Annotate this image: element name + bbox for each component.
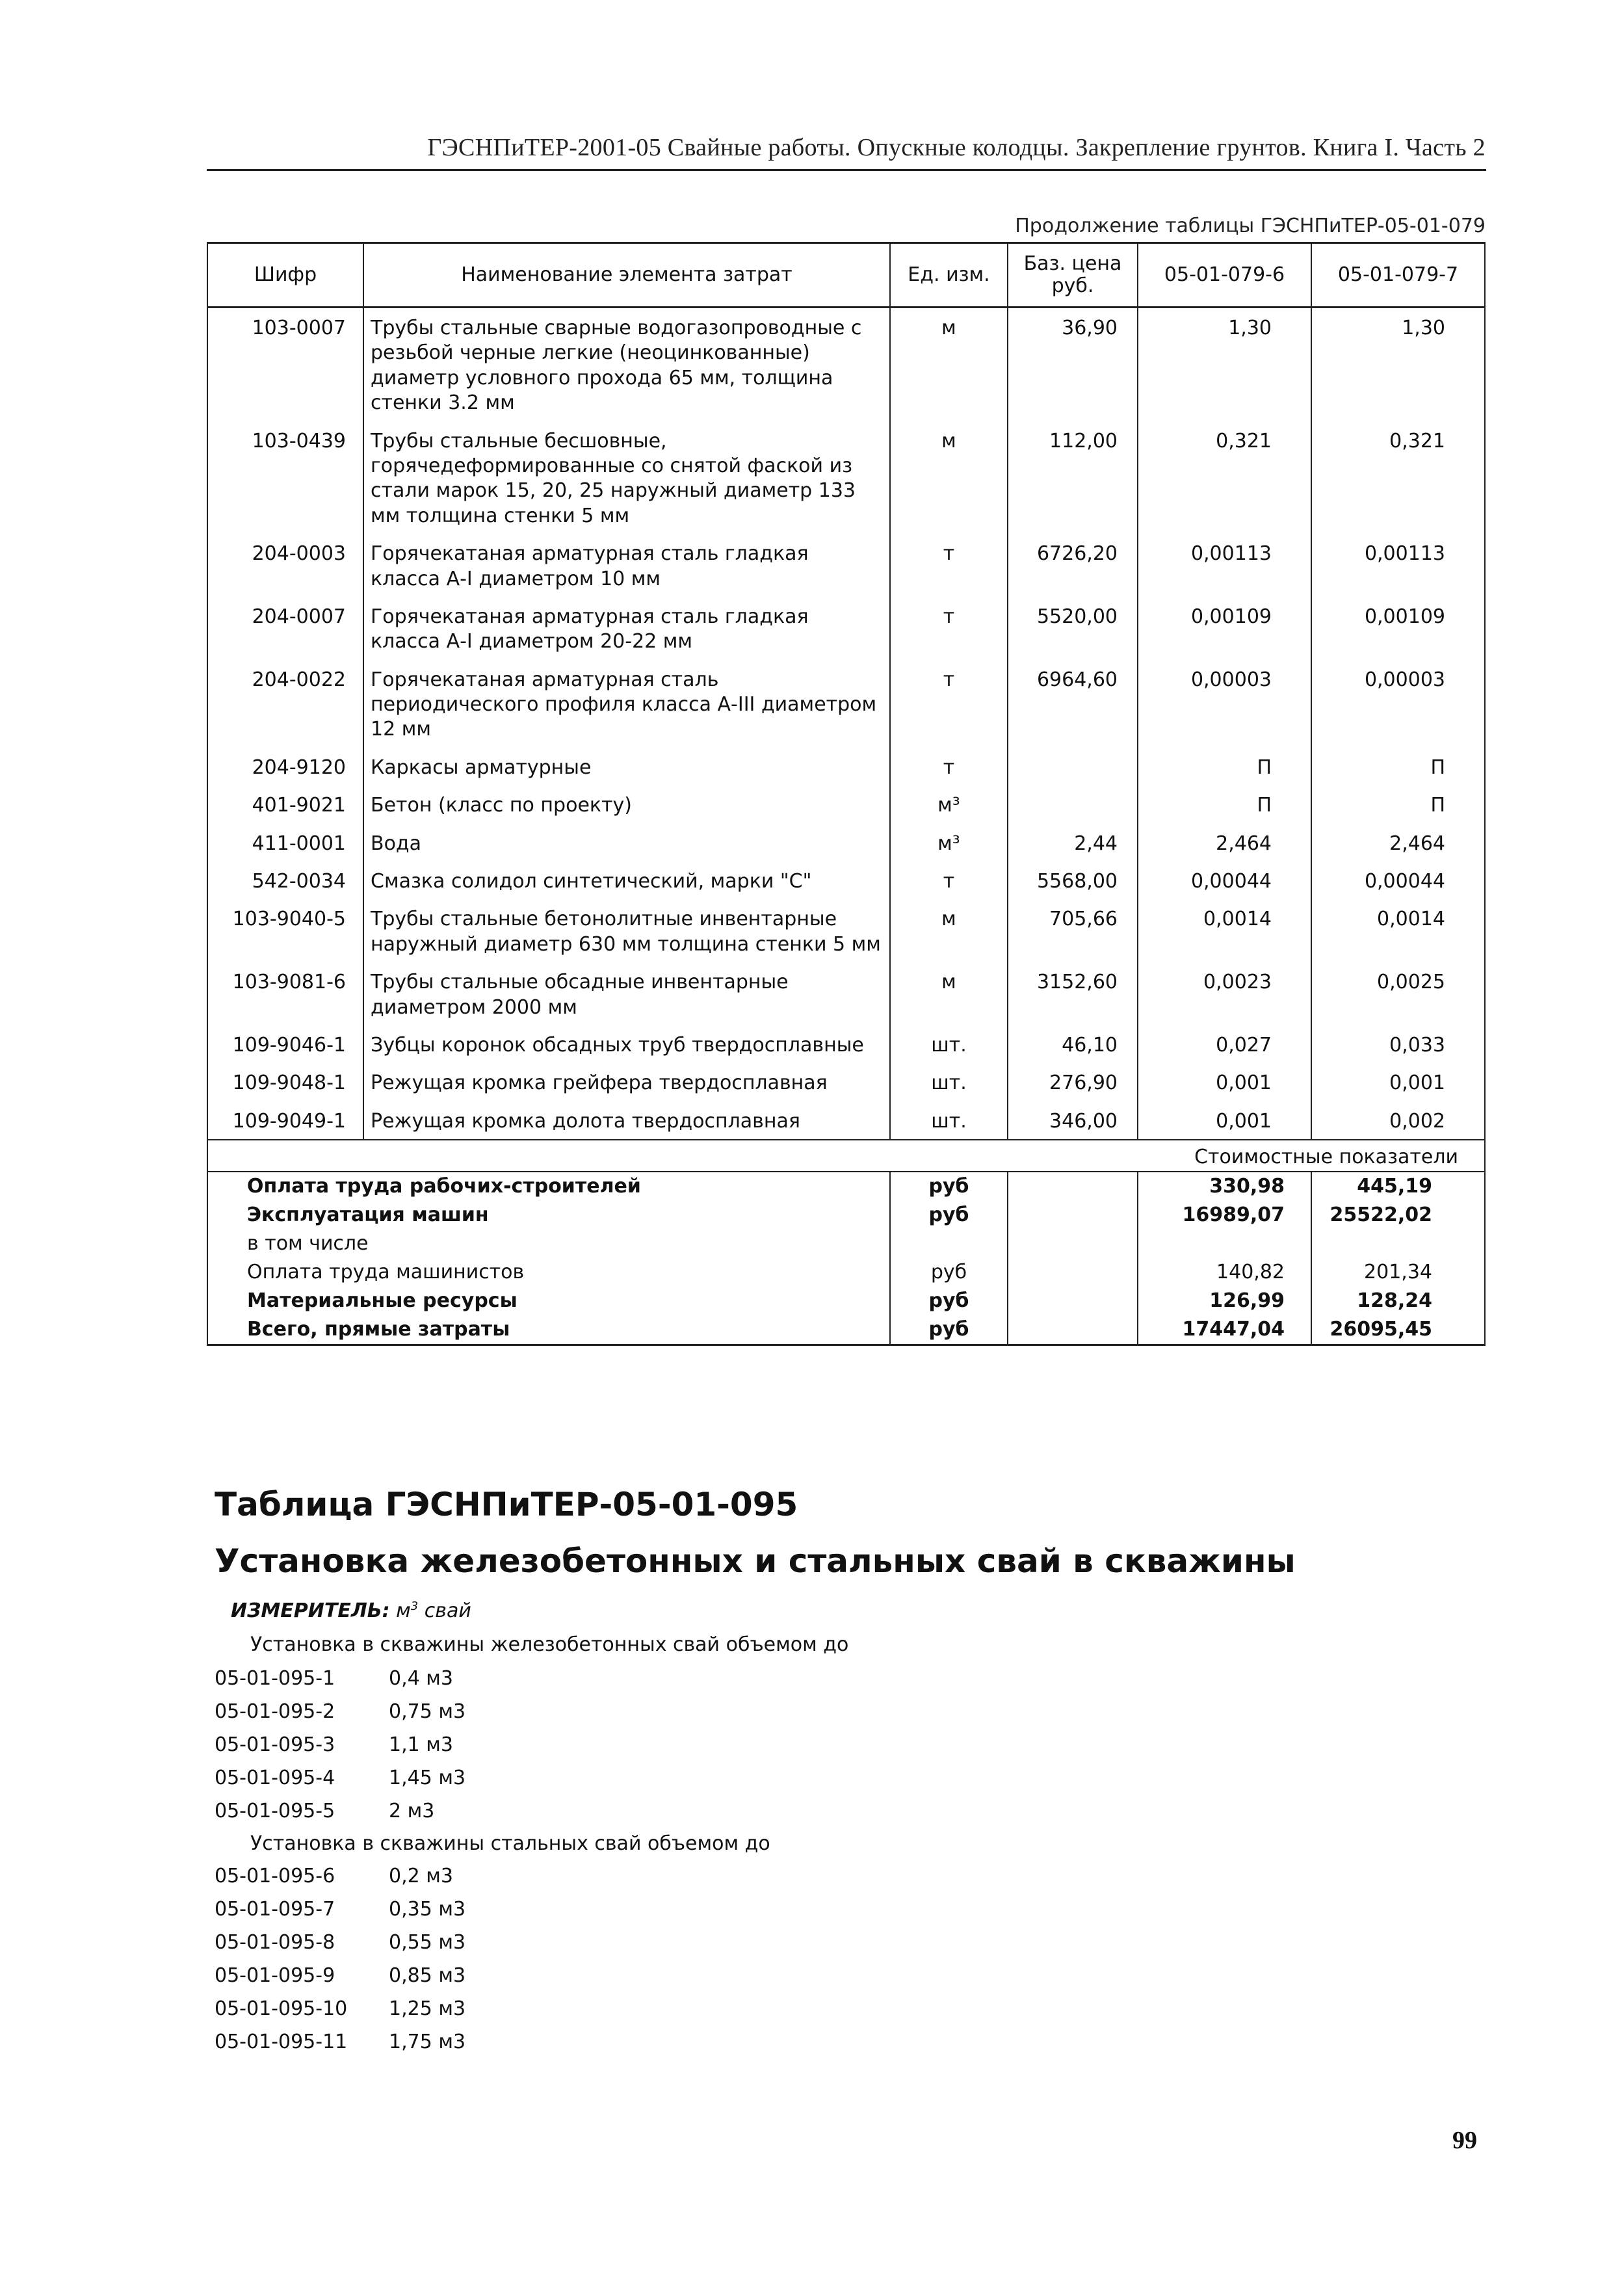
row-code: 109-9046-1 [207,1028,363,1066]
totals-unit: руб [890,1172,1008,1201]
indicators-label: Стоимостные показатели [207,1140,1485,1172]
totals-unit: руб [890,1201,1008,1229]
list-item [215,1667,465,1700]
totals-price-empty [1008,1172,1138,1201]
totals-value-b: 201,34 [1311,1258,1485,1287]
item-code: 05-01-095-6 [215,1865,335,1887]
page-number: 99 [1452,2127,1477,2154]
row-value-a: 0,00044 [1138,864,1311,902]
row-price: 346,00 [1008,1104,1138,1140]
totals-value-a: 126,99 [1138,1287,1311,1315]
column-header-name: Наименование элемента затрат [363,243,890,308]
row-name: Трубы стальные обсадные инвентарные диаметром 2000 мм [363,965,890,1028]
row-value-a: 0,0023 [1138,965,1311,1028]
item-volume: 0,55 м3 [389,1931,466,1954]
table-row [207,826,1485,864]
meter-unit: $м^3$ свай [396,1599,471,1622]
list-item [215,1931,465,1964]
totals-value-b: 128,24 [1311,1287,1485,1315]
table-row [207,902,1485,965]
row-price: 6726,20 [1008,536,1138,599]
list-item [215,1767,465,1800]
row-name: Вода [363,826,890,864]
section-title-rc-piles: Установка в скважины железобетонных свай объемом до [250,1633,849,1656]
column-header-price: Баз. цена руб. [1008,243,1138,308]
table-row [207,864,1485,902]
row-value-b: 0,0014 [1311,902,1485,965]
row-code: 204-0003 [207,536,363,599]
row-name: Трубы стальные бетонолитные инвентарные наружный диаметр 630 мм толщина стенки 5 мм [363,902,890,965]
row-code: 204-9120 [207,750,363,788]
row-unit: т [890,536,1008,599]
row-unit: м³ [890,788,1008,826]
table-row [207,965,1485,1028]
totals-price-empty [1008,1201,1138,1229]
row-value-b: 0,00109 [1311,599,1485,663]
item-volume: 0,85 м3 [389,1964,466,1987]
table-row [207,750,1485,788]
row-value-a: 1,30 [1138,308,1311,424]
table-row [207,1066,1485,1103]
row-code: 103-0439 [207,424,363,537]
row-value-b: П [1311,788,1485,826]
column-header-col-b: 05-01-079-7 [1311,243,1485,308]
totals-value-a: 17447,04 [1138,1315,1311,1345]
row-value-b: 0,00113 [1311,536,1485,599]
row-name: Зубцы коронок обсадных труб твердосплавные [363,1028,890,1066]
header-rule [207,169,1486,171]
totals-value-a: 140,82 [1138,1258,1311,1287]
row-price: 276,90 [1008,1066,1138,1103]
row-value-a: 0,027 [1138,1028,1311,1066]
totals-label: в том числе [207,1229,890,1258]
row-price: 46,10 [1008,1028,1138,1066]
row-code: 109-9048-1 [207,1066,363,1103]
list-item [215,2031,465,2064]
item-volume: 0,4 м3 [389,1667,453,1690]
totals-unit [890,1229,1008,1258]
row-value-a: 0,00003 [1138,663,1311,750]
row-value-a: 0,0014 [1138,902,1311,965]
indicators-row [207,1140,1485,1172]
row-price: 36,90 [1008,308,1138,424]
totals-value-a: 330,98 [1138,1172,1311,1201]
item-volume: 0,2 м3 [389,1865,453,1887]
indicators-section [207,1140,1485,1172]
row-value-b: 0,001 [1311,1066,1485,1103]
totals-value-a [1138,1229,1311,1258]
row-name: Бетон (класс по проекту) [363,788,890,826]
row-value-b: 2,464 [1311,826,1485,864]
totals-value-b: 25522,02 [1311,1201,1485,1229]
resource-cost-table [207,242,1486,1346]
row-value-b: 0,002 [1311,1104,1485,1140]
row-code: 542-0034 [207,864,363,902]
item-code: 05-01-095-9 [215,1964,335,1987]
item-code: 05-01-095-5 [215,1800,335,1822]
item-code: 05-01-095-11 [215,2031,348,2053]
row-name: Смазка солидол синтетический, марки "С" [363,864,890,902]
row-unit: м [890,308,1008,424]
item-volume: 1,45 м3 [389,1767,466,1789]
totals-unit: руб [890,1258,1008,1287]
totals-row [207,1172,1485,1201]
table-row [207,1028,1485,1066]
list-item [215,1997,465,2031]
table-row [207,788,1485,826]
totals-price-empty [1008,1287,1138,1315]
row-name: Трубы стальные сварные водогазопроводные с резьбой черные легкие (неоцинкованные) диаметр условного прохода 65 мм, толщина стенки 3.2 мм [363,308,890,424]
row-code: 204-0022 [207,663,363,750]
row-unit: м [890,902,1008,965]
item-code: 05-01-095-2 [215,1700,335,1723]
totals-label: Материальные ресурсы [207,1287,890,1315]
row-unit: м [890,424,1008,537]
item-volume: 1,1 м3 [389,1733,453,1756]
column-header-unit: Ед. изм. [890,243,1008,308]
table-row [207,663,1485,750]
list-item [215,1733,465,1767]
totals-row [207,1287,1485,1315]
totals-row [207,1201,1485,1229]
row-price: 5520,00 [1008,599,1138,663]
section-title-steel-piles: Установка в скважины стальных свай объемом до [250,1832,770,1855]
row-value-b: 0,033 [1311,1028,1485,1066]
row-name: Каркасы арматурные [363,750,890,788]
row-value-a: П [1138,750,1311,788]
totals-value-a: 16989,07 [1138,1201,1311,1229]
row-unit: т [890,864,1008,902]
totals-value-b [1311,1229,1485,1258]
table-row [207,424,1485,537]
column-header-col-a: 05-01-079-6 [1138,243,1311,308]
row-name: Горячекатаная арматурная сталь периодического профиля класса А-III диаметром 12 мм [363,663,890,750]
row-price: 705,66 [1008,902,1138,965]
totals-unit: руб [890,1287,1008,1315]
row-code: 103-9081-6 [207,965,363,1028]
totals-label: Оплата труда машинистов [207,1258,890,1287]
totals-label: Всего, прямые затраты [207,1315,890,1345]
totals-value-b: 445,19 [1311,1172,1485,1201]
totals-label: Эксплуатация машин [207,1201,890,1229]
item-code: 05-01-095-8 [215,1931,335,1954]
row-price [1008,788,1138,826]
item-code: 05-01-095-7 [215,1898,335,1921]
totals-price-empty [1008,1258,1138,1287]
table-row [207,308,1485,424]
meter-label: ИЗМЕРИТЕЛЬ: [231,1599,390,1622]
table-header-row [207,243,1485,308]
item-code: 05-01-095-10 [215,1997,348,2020]
row-code: 204-0007 [207,599,363,663]
row-value-a: 0,001 [1138,1066,1311,1103]
totals-row [207,1229,1485,1258]
row-name: Режущая кромка долота твердосплавная [363,1104,890,1140]
row-unit: шт. [890,1028,1008,1066]
row-value-a: П [1138,788,1311,826]
row-unit: шт. [890,1066,1008,1103]
next-table-subtitle: Установка железобетонных и стальных свай в скважины [215,1542,1296,1580]
row-price: 2,44 [1008,826,1138,864]
row-code: 401-9021 [207,788,363,826]
list-item [215,1865,465,1898]
row-price: 6964,60 [1008,663,1138,750]
row-unit: т [890,750,1008,788]
item-volume: 0,35 м3 [389,1898,466,1921]
row-unit: т [890,599,1008,663]
row-name: Горячекатаная арматурная сталь гладкая класса А-I диаметром 20-22 мм [363,599,890,663]
totals-value-b: 26095,45 [1311,1315,1485,1345]
running-header: ГЭСНПиТЕР-2001-05 Свайные работы. Опускные колодцы. Закрепление грунтов. Книга I. Часть 2 [427,134,1486,161]
next-table-title: Таблица ГЭСНПиТЕР-05-01-095 [215,1486,798,1523]
row-unit: т [890,663,1008,750]
row-code: 411-0001 [207,826,363,864]
item-volume: 0,75 м3 [389,1700,466,1723]
row-value-a: 2,464 [1138,826,1311,864]
row-name: Режущая кромка грейфера твердосплавная [363,1066,890,1103]
table-continuation-label: Продолжение таблицы ГЭСНПиТЕР-05-01-079 [1015,215,1486,237]
row-unit: м³ [890,826,1008,864]
row-name: Горячекатаная арматурная сталь гладкая класса А-I диаметром 10 мм [363,536,890,599]
table-row [207,1104,1485,1140]
row-code: 103-9040-5 [207,902,363,965]
row-value-a: 0,321 [1138,424,1311,537]
item-volume: 1,75 м3 [389,2031,466,2053]
list-item [215,1800,465,1833]
row-value-b: 0,0025 [1311,965,1485,1028]
item-code: 05-01-095-4 [215,1767,335,1789]
item-code: 05-01-095-3 [215,1733,335,1756]
list-item [215,1964,465,1997]
resource-rows [207,308,1485,1140]
row-unit: м [890,965,1008,1028]
item-volume: 1,25 м3 [389,1997,466,2020]
totals-price-empty [1008,1229,1138,1258]
row-value-b: П [1311,750,1485,788]
totals-label: Оплата труда рабочих-строителей [207,1172,890,1201]
row-name: Трубы стальные бесшовные, горячедеформированные со снятой фаской из стали марок 15, 20, 25 наружный диаметр 133 мм толщина стенки 5 мм [363,424,890,537]
list-item [215,1700,465,1733]
totals-row [207,1258,1485,1287]
row-value-a: 0,001 [1138,1104,1311,1140]
row-value-a: 0,00109 [1138,599,1311,663]
rc-piles-list [215,1667,465,1833]
totals-unit: руб [890,1315,1008,1345]
row-price: 3152,60 [1008,965,1138,1028]
totals-price-empty [1008,1315,1138,1345]
column-header-code: Шифр [207,243,363,308]
row-price [1008,750,1138,788]
row-code: 109-9049-1 [207,1104,363,1140]
row-code: 103-0007 [207,308,363,424]
row-value-b: 0,00044 [1311,864,1485,902]
meter-line [231,1599,471,1622]
row-value-a: 0,00113 [1138,536,1311,599]
row-unit: шт. [890,1104,1008,1140]
item-code: 05-01-095-1 [215,1667,335,1690]
totals-row [207,1315,1485,1345]
totals-rows [207,1172,1485,1345]
steel-piles-list [215,1865,465,2064]
row-value-b: 0,00003 [1311,663,1485,750]
row-value-b: 1,30 [1311,308,1485,424]
item-volume: 2 м3 [389,1800,435,1822]
table-row [207,599,1485,663]
table-row [207,536,1485,599]
row-price: 5568,00 [1008,864,1138,902]
row-price: 112,00 [1008,424,1138,537]
row-value-b: 0,321 [1311,424,1485,537]
list-item [215,1898,465,1931]
